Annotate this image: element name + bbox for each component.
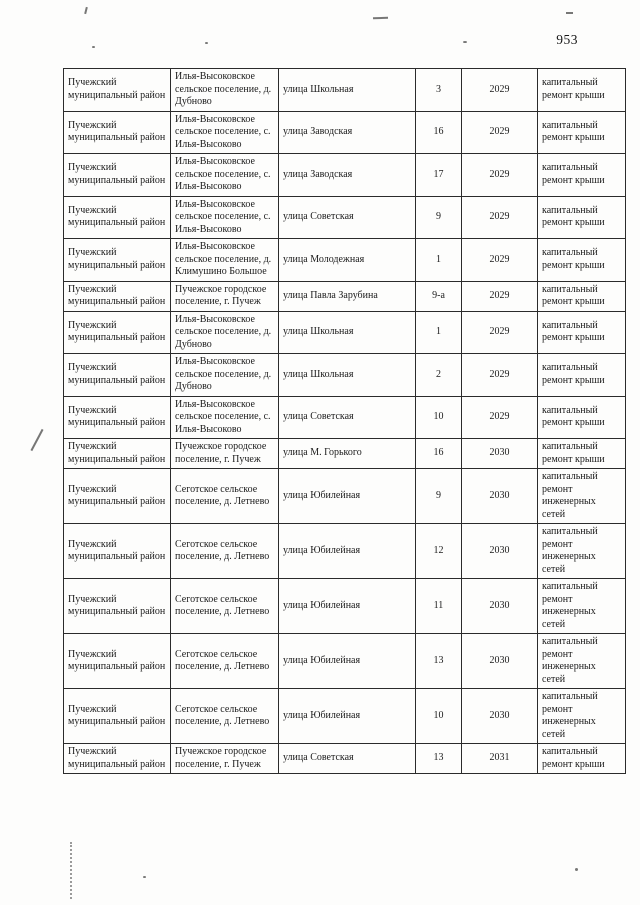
cell-work-type: капитальный ремонт инженерных сетей: [538, 524, 626, 579]
cell-house-number: 10: [416, 689, 462, 744]
cell-district: Пучежский муниципальный район: [64, 69, 171, 112]
cell-work-type: капитальный ремонт крыши: [538, 196, 626, 239]
cell-work-type: капитальный ремонт крыши: [538, 354, 626, 397]
cell-district: Пучежский муниципальный район: [64, 439, 171, 469]
cell-house-number: 9: [416, 469, 462, 524]
table-row: [64, 396, 626, 439]
cell-street: улица Советская: [279, 744, 416, 774]
cell-street: улица Юбилейная: [279, 579, 416, 634]
cell-year: 2029: [462, 196, 538, 239]
cell-settlement: Илья-Высоковское сельское поселение, с. Илья-Высоково: [171, 111, 279, 154]
cell-street: улица Школьная: [279, 354, 416, 397]
scan-artifact-dot: [92, 46, 95, 48]
cell-work-type: капитальный ремонт крыши: [538, 111, 626, 154]
table-row: [64, 154, 626, 197]
scan-artifact-dot: [575, 868, 578, 871]
cell-district: Пучежский муниципальный район: [64, 744, 171, 774]
cell-district: Пучежский муниципальный район: [64, 354, 171, 397]
cell-year: 2030: [462, 469, 538, 524]
scan-artifact-stroke: [30, 429, 43, 451]
cell-street: улица Советская: [279, 196, 416, 239]
cell-year: 2029: [462, 311, 538, 354]
cell-work-type: капитальный ремонт крыши: [538, 744, 626, 774]
cell-house-number: 9-а: [416, 281, 462, 311]
page-number: 953: [556, 32, 578, 47]
cell-year: 2029: [462, 154, 538, 197]
cell-house-number: 13: [416, 634, 462, 689]
cell-house-number: 16: [416, 439, 462, 469]
cell-district: Пучежский муниципальный район: [64, 579, 171, 634]
table-body: [64, 69, 626, 774]
cell-settlement: Пучежское городское поселение, г. Пучеж: [171, 439, 279, 469]
cell-work-type: капитальный ремонт инженерных сетей: [538, 469, 626, 524]
cell-settlement: Пучежское городское поселение, г. Пучеж: [171, 281, 279, 311]
cell-street: улица Советская: [279, 396, 416, 439]
cell-work-type: капитальный ремонт крыши: [538, 69, 626, 112]
cell-settlement: Сеготское сельское поселение, д. Летнево: [171, 634, 279, 689]
cell-year: 2029: [462, 239, 538, 282]
cell-settlement: Илья-Высоковское сельское поселение, д. Дубново: [171, 69, 279, 112]
table-row: [64, 69, 626, 112]
cell-district: Пучежский муниципальный район: [64, 469, 171, 524]
cell-house-number: 1: [416, 311, 462, 354]
cell-year: 2029: [462, 396, 538, 439]
cell-settlement: Пучежское городское поселение, г. Пучеж: [171, 744, 279, 774]
cell-house-number: 13: [416, 744, 462, 774]
scan-artifact-dash: [373, 17, 388, 20]
cell-street: улица Заводская: [279, 154, 416, 197]
cell-district: Пучежский муниципальный район: [64, 154, 171, 197]
cell-year: 2030: [462, 689, 538, 744]
cell-house-number: 12: [416, 524, 462, 579]
cell-street: улица Павла Зарубина: [279, 281, 416, 311]
table-row: [64, 524, 626, 579]
scan-artifact-dot: [463, 41, 467, 43]
cell-settlement: Илья-Высоковское сельское поселение, с. Илья-Высоково: [171, 154, 279, 197]
cell-district: Пучежский муниципальный район: [64, 311, 171, 354]
cell-house-number: 10: [416, 396, 462, 439]
table-row: [64, 196, 626, 239]
table-row: [64, 634, 626, 689]
cell-district: Пучежский муниципальный район: [64, 281, 171, 311]
cell-street: улица Школьная: [279, 311, 416, 354]
scan-artifact-dot: [205, 42, 208, 44]
cell-work-type: капитальный ремонт крыши: [538, 239, 626, 282]
cell-district: Пучежский муниципальный район: [64, 689, 171, 744]
cell-year: 2029: [462, 354, 538, 397]
table-row: [64, 469, 626, 524]
cell-year: 2030: [462, 579, 538, 634]
cell-settlement: Илья-Высоковское сельское поселение, д. Климушино Большое: [171, 239, 279, 282]
cell-house-number: 2: [416, 354, 462, 397]
cell-work-type: капитальный ремонт крыши: [538, 439, 626, 469]
cell-street: улица Юбилейная: [279, 634, 416, 689]
cell-district: Пучежский муниципальный район: [64, 111, 171, 154]
cell-work-type: капитальный ремонт инженерных сетей: [538, 689, 626, 744]
cell-settlement: Илья-Высоковское сельское поселение, с. Илья-Высоково: [171, 396, 279, 439]
cell-settlement: Сеготское сельское поселение, д. Летнево: [171, 689, 279, 744]
cell-district: Пучежский муниципальный район: [64, 634, 171, 689]
cell-house-number: 9: [416, 196, 462, 239]
cell-settlement: Илья-Высоковское сельское поселение, с. Илья-Высоково: [171, 196, 279, 239]
cell-year: 2031: [462, 744, 538, 774]
cell-work-type: капитальный ремонт крыши: [538, 396, 626, 439]
cell-street: улица Школьная: [279, 69, 416, 112]
table-row: [64, 354, 626, 397]
scan-artifact-tick: [84, 7, 88, 14]
cell-work-type: капитальный ремонт инженерных сетей: [538, 634, 626, 689]
cell-settlement: Сеготское сельское поселение, д. Летнево: [171, 469, 279, 524]
cell-year: 2030: [462, 439, 538, 469]
table-row: [64, 689, 626, 744]
table-row: [64, 311, 626, 354]
table-row: [64, 579, 626, 634]
table-row: [64, 239, 626, 282]
table-row: [64, 439, 626, 469]
cell-house-number: 16: [416, 111, 462, 154]
table-row: [64, 744, 626, 774]
cell-year: 2030: [462, 524, 538, 579]
scan-artifact-tick: [566, 12, 573, 14]
cell-house-number: 17: [416, 154, 462, 197]
scan-artifact-dot: [143, 876, 146, 878]
cell-district: Пучежский муниципальный район: [64, 196, 171, 239]
cell-street: улица Юбилейная: [279, 689, 416, 744]
cell-district: Пучежский муниципальный район: [64, 396, 171, 439]
schedule-table: [63, 68, 626, 774]
cell-street: улица М. Горького: [279, 439, 416, 469]
scan-artifact-dotted-line: [70, 842, 72, 899]
cell-settlement: Сеготское сельское поселение, д. Летнево: [171, 524, 279, 579]
table-row: [64, 111, 626, 154]
cell-house-number: 11: [416, 579, 462, 634]
cell-street: улица Молодежная: [279, 239, 416, 282]
cell-year: 2029: [462, 111, 538, 154]
cell-work-type: капитальный ремонт инженерных сетей: [538, 579, 626, 634]
cell-settlement: Илья-Высоковское сельское поселение, д. Дубново: [171, 311, 279, 354]
cell-year: 2029: [462, 69, 538, 112]
cell-year: 2029: [462, 281, 538, 311]
cell-district: Пучежский муниципальный район: [64, 239, 171, 282]
cell-work-type: капитальный ремонт крыши: [538, 154, 626, 197]
cell-street: улица Юбилейная: [279, 524, 416, 579]
table-row: [64, 281, 626, 311]
cell-street: улица Юбилейная: [279, 469, 416, 524]
cell-settlement: Илья-Высоковское сельское поселение, д. Дубново: [171, 354, 279, 397]
cell-work-type: капитальный ремонт крыши: [538, 281, 626, 311]
cell-settlement: Сеготское сельское поселение, д. Летнево: [171, 579, 279, 634]
cell-street: улица Заводская: [279, 111, 416, 154]
cell-house-number: 3: [416, 69, 462, 112]
cell-work-type: капитальный ремонт крыши: [538, 311, 626, 354]
cell-year: 2030: [462, 634, 538, 689]
cell-house-number: 1: [416, 239, 462, 282]
cell-district: Пучежский муниципальный район: [64, 524, 171, 579]
